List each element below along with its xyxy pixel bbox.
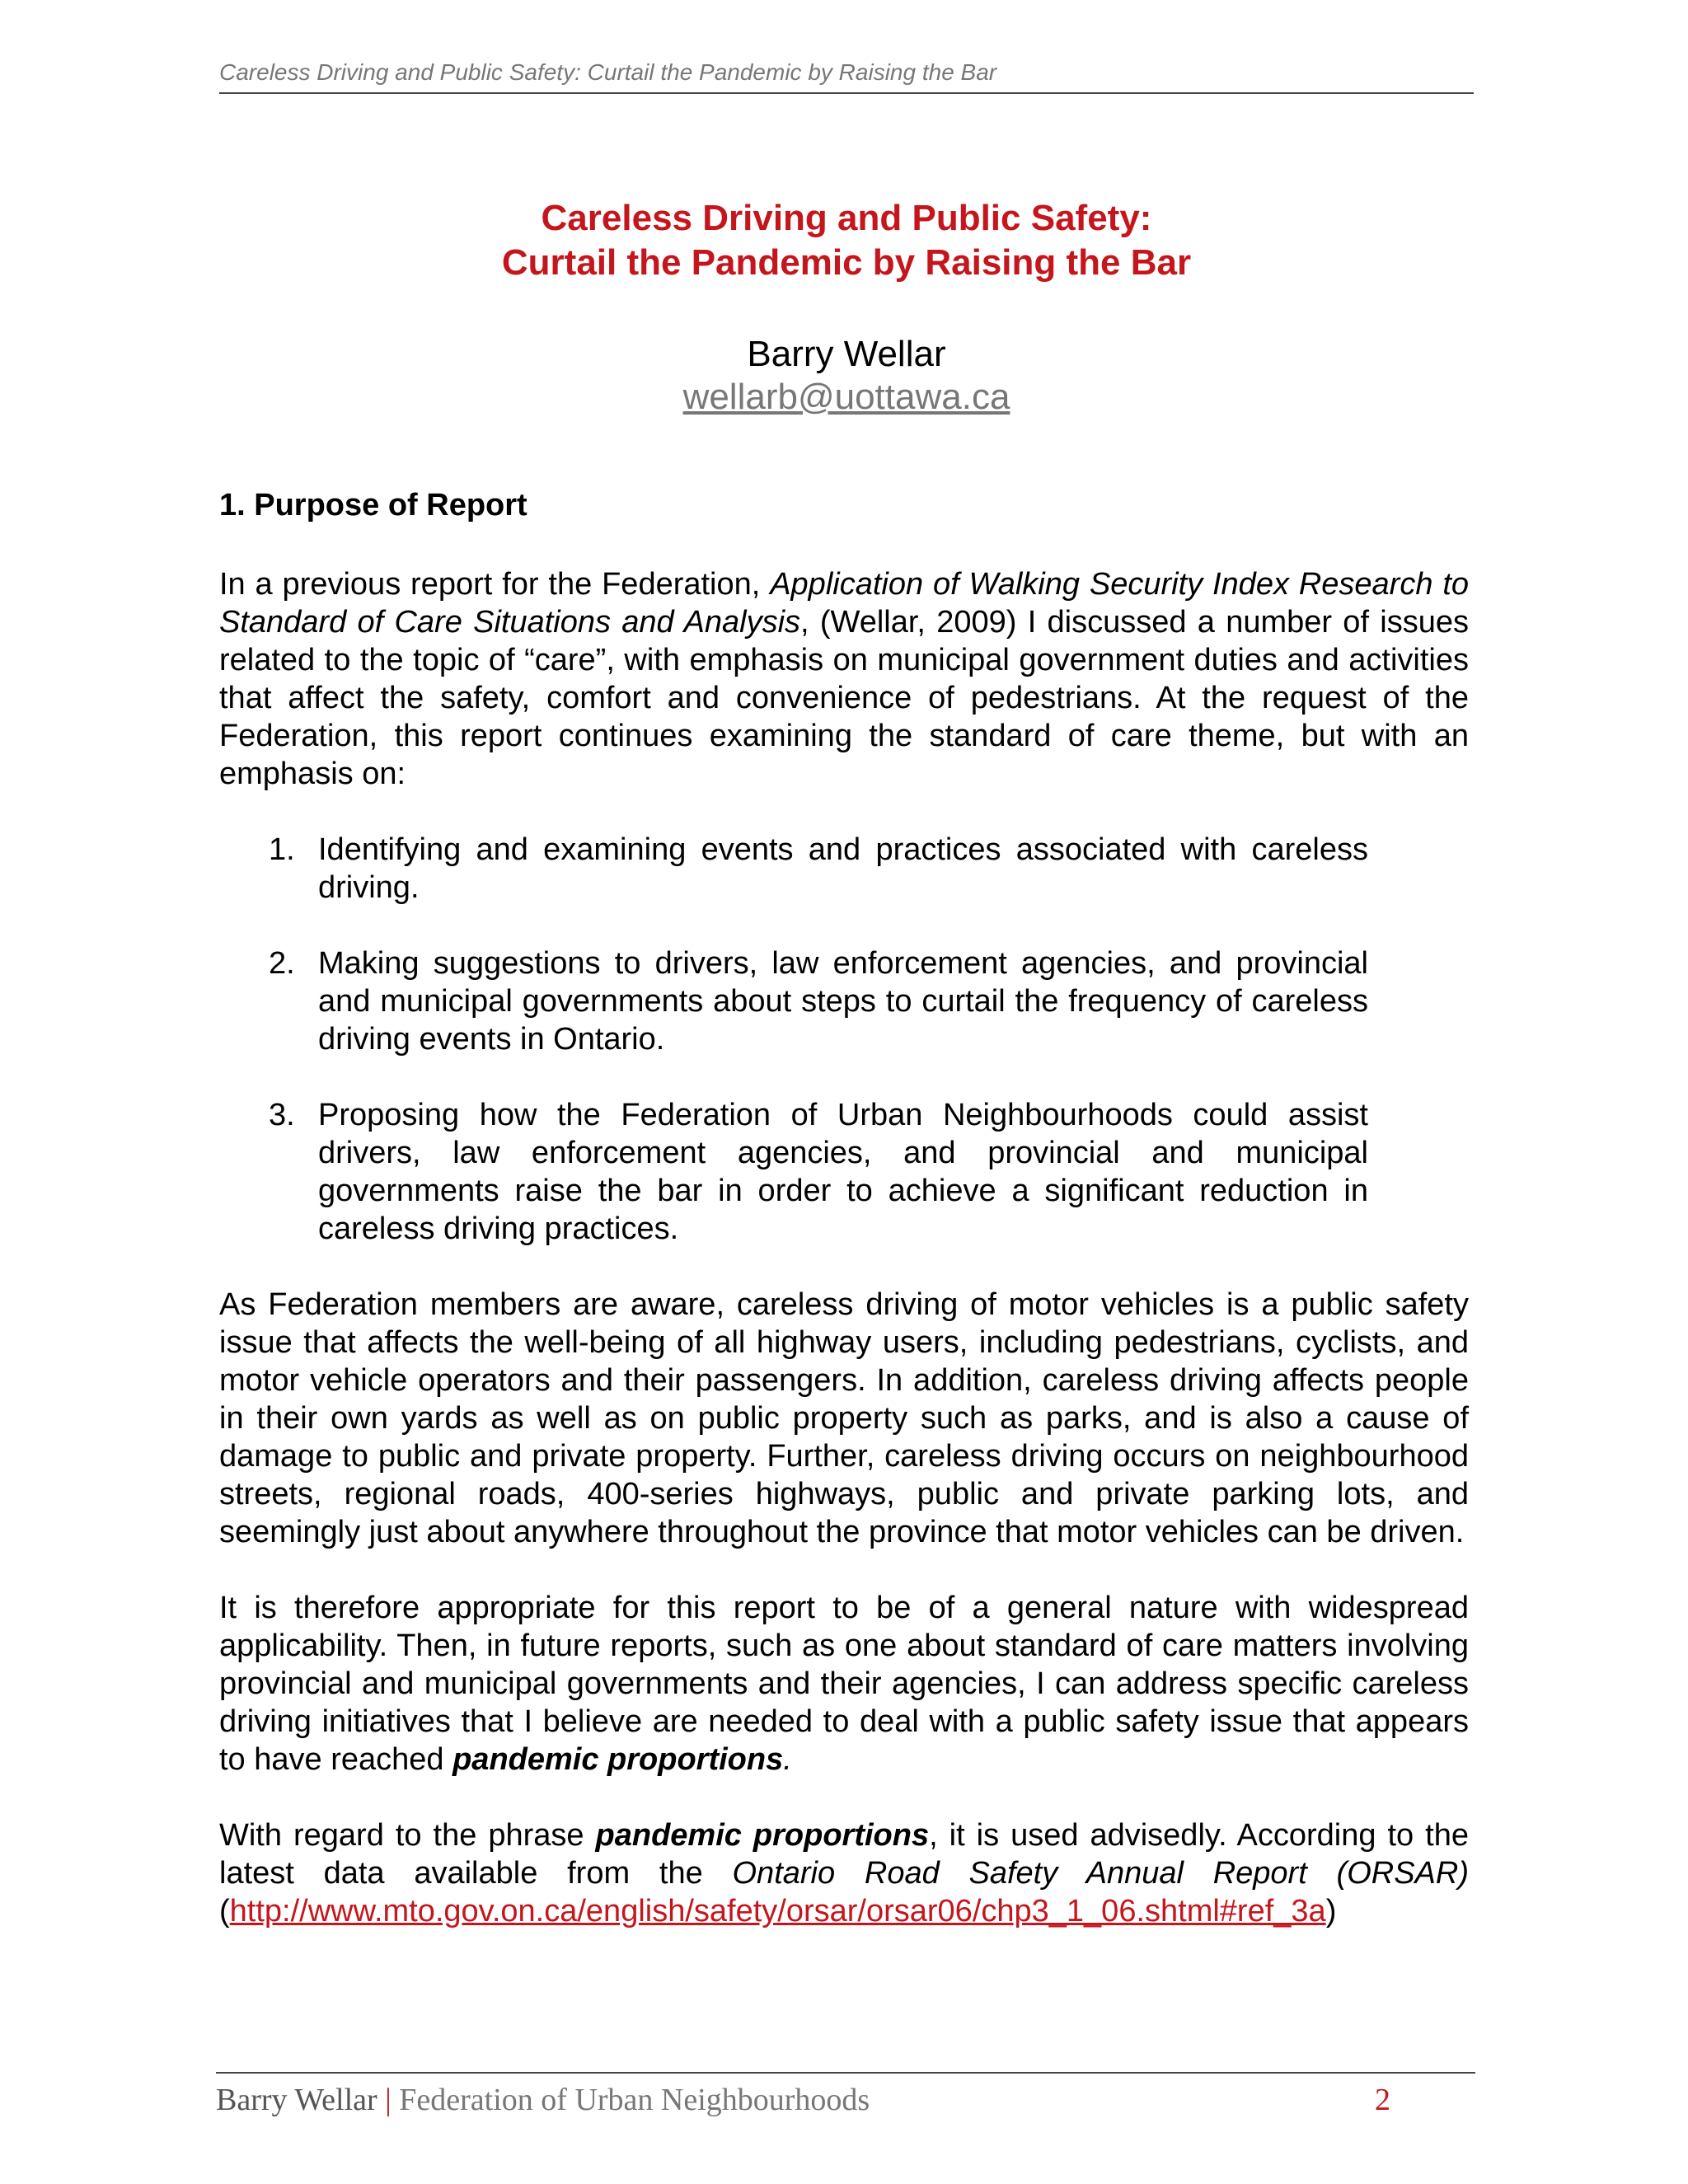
page-number: 2 [1375,2083,1390,2117]
paragraph-intro: In a previous report for the Federation, Application of Walking Security Index Research to Standard of Care Situations and Analysis, (Wellar, 2009) I discussed a number of issues related to the topic of “care”, with emphasis on municipal government duties and activities that affect the safety, comfort and convenience of pedestrians. At the request of the Federation, this report continues examining the standard of care theme, but with an emphasis on: [219,567,1470,791]
footer-organization: Federation of Urban Neighbourhoods [399,2083,870,2117]
title-block [219,196,1474,419]
cited-report-title: Application of Walking Security Index Research to Standard of Care Situations and Analysis [219,567,1470,640]
document-title-line-1: Careless Driving and Public Safety: [541,198,1152,238]
emphasis-list [219,831,1469,1248]
list-item: 2. Making suggestions to drivers, law enforcement agencies, and provincial and municipal governments about steps to curtail the frequency of careless driving events in Ontario. [269,946,1368,1057]
report-body [219,565,1469,1968]
footer-author: Barry Wellar [216,2083,377,2117]
paragraph-awareness: As Federation members are aware, careless driving of motor vehicles is a public safety issue that affects the well-being of all highway users, including pedestrians, cyclists, and motor vehicle operators and their passengers. In addition, careless driving affects people in their own yards as well as on public property such as parks, and is also a cause of damage to public and private property. Further, careless driving occurs on neighbourhood streets, regional roads, 400-series highways, public and private parking lots, and seemingly just about anywhere throughout the province that motor vehicles can be driven. [219,1287,1469,1549]
list-item: 1. Identifying and examining events and practices associated with careless driving. [269,832,1368,905]
section-heading: 1. Purpose of Report [219,488,528,523]
list-item: 3. Proposing how the Federation of Urban Neighbourhoods could assist drivers, law enforcement agencies, and provincial and municipal governments raise the bar in order to achieve a significant reduction in careless driving practices. [269,1098,1368,1246]
paragraph-pandemic-proportions: With regard to the phrase pandemic proportions, it is used advisedly. According to the latest data available from the Ontario Road Safety Annual Report (ORSAR) (http://www.mto.gov.on.ca/english/safety/orsar/orsar06/chp3_1_06.shtml#ref_3a) [219,1818,1469,1929]
paragraph-general-nature: It is therefore appropriate for this report to be of a general nature with widespread applicability. Then, in future reports, such as one about standard of care matters involving provincial and municipal governments and their agencies, I can address specific careless driving initiatives that I believe are needed to deal with a public safety issue that appears to have reached pandemic proportions. [219,1591,1469,1777]
emphasis-pandemic-proportions: pandemic proportions [595,1818,930,1853]
author-email-link[interactable]: wellarb@uottawa.ca [682,377,1010,417]
orsar-url-link[interactable]: http://www.mto.gov.on.ca/english/safety/orsar/orsar06/chp3_1_06.shtml#ref_3a [229,1894,1326,1929]
document-title-line-2: Curtail the Pandemic by Raising the Bar [501,242,1192,283]
orsar-report-title: Ontario Road Safety Annual Report (ORSAR) [732,1856,1469,1891]
emphasis-pandemic-proportions: pandemic proportions [452,1742,784,1777]
footer-separator: | [385,2083,392,2117]
author-name: Barry Wellar [747,334,946,374]
running-header-title: Careless Driving and Public Safety: Curtail the Pandemic by Raising the Bar [219,59,997,85]
page-footer [216,2072,1475,2118]
running-header [219,59,1474,94]
